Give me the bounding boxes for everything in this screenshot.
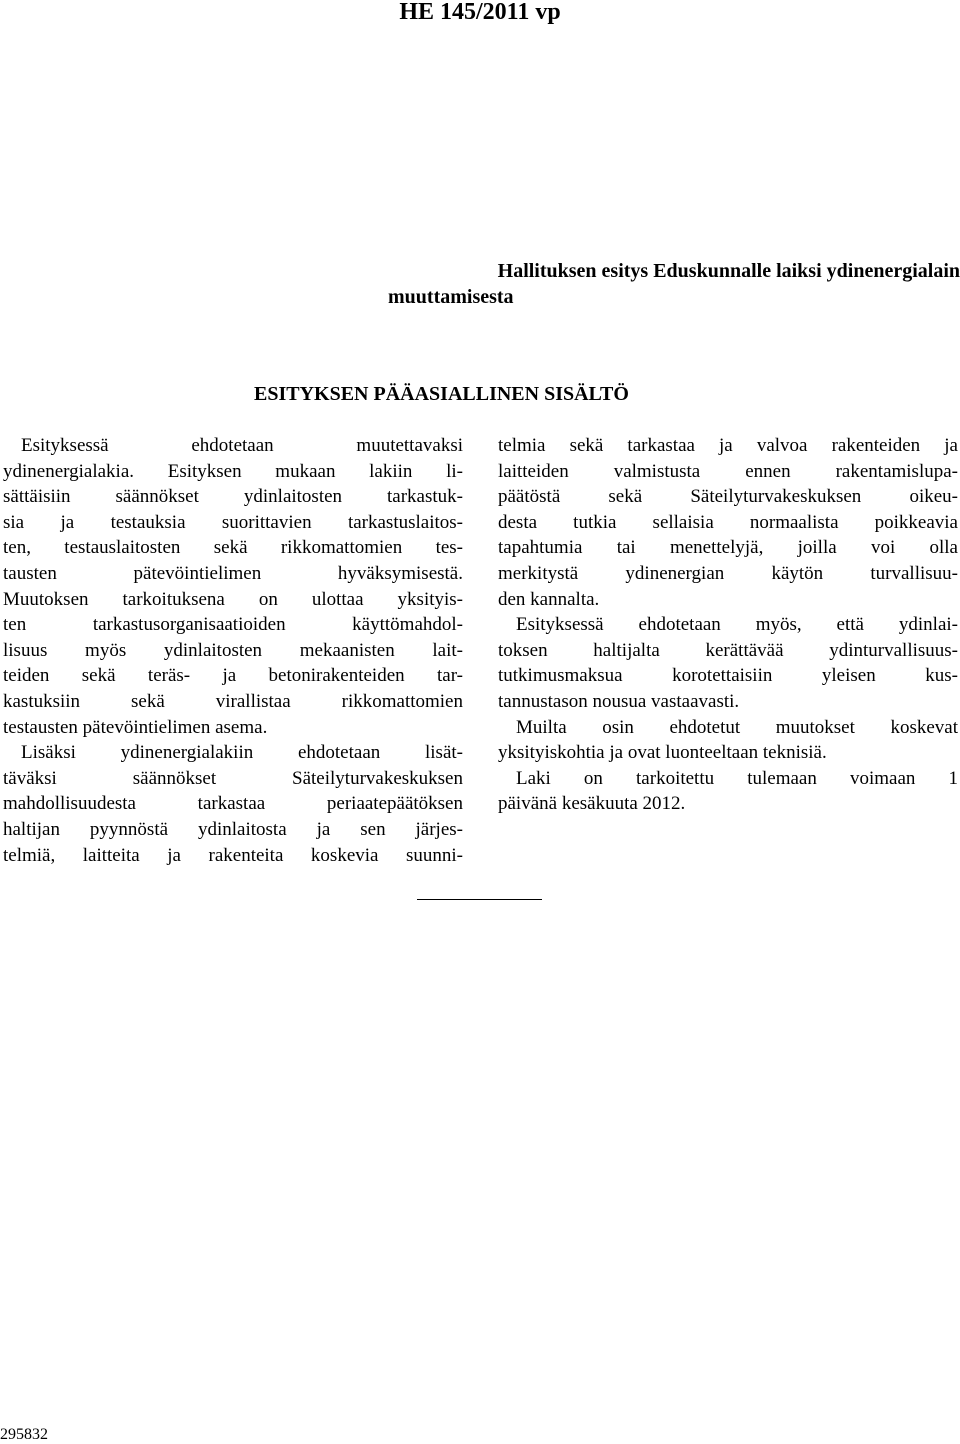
left-column (3, 433, 463, 868)
text-line: den kannalta. (498, 588, 600, 610)
text-line: ten tarkastusorganisaatioiden käyttömahdol- (3, 614, 463, 636)
text-line: Muilta osin ehdotetut muutokset koskevat (516, 716, 958, 738)
text-line: toksen haltijalta kerättävää ydinturvallisuus- (498, 639, 958, 661)
text-line: sättäisiin säännökset ydinlaitosten tarkastuk- (3, 486, 463, 508)
text-line: laitteiden valmistusta ennen rakentamislupa- (498, 460, 958, 482)
text-line: päivänä kesäkuuta 2012. (498, 793, 686, 815)
title-line-1: Hallituksen esitys Eduskunnalle laiksi ydinenergialain (497, 260, 960, 282)
text-line: Lisäksi ydinenergialakiin ehdotetaan lisät- (21, 742, 463, 764)
text-line: sia ja testauksia suorittavien tarkastuslaitos- (3, 511, 463, 533)
text-line: ten, testauslaitosten sekä rikkomattomien tes- (3, 537, 463, 559)
text-line: teiden sekä teräs- ja betonirakenteiden tar- (3, 665, 463, 687)
text-line: kastuksiin sekä virallistaa rikkomattomien (3, 690, 463, 712)
document-title (388, 258, 960, 310)
text-line: haltijan pyynnöstä ydinlaitosta ja sen järjes- (3, 818, 463, 840)
text-line: desta tutkia sellaisia normaalista poikkeavia (498, 511, 958, 533)
text-line: päätöstä sekä Säteilyturvakeskuksen oikeu- (498, 486, 958, 508)
text-line: tannustason nousua vastaavasti. (498, 690, 740, 712)
text-line: tutkimusmaksua korotettaisiin yleisen kus- (498, 665, 958, 687)
text-line: yksityiskohtia ja ovat luonteeltaan teknisiä. (498, 742, 827, 764)
text-line: mahdollisuudesta tarkastaa periaatepäätöksen (3, 793, 463, 815)
text-line: Laki on tarkoitettu tulemaan voimaan 1 (516, 767, 958, 789)
section-heading: ESITYKSEN PÄÄASIALLINEN SISÄLTÖ (254, 383, 629, 405)
title-line-2: muuttamisesta (388, 286, 514, 308)
text-line: telmiä, laitteita ja rakenteita koskevia suunni- (3, 844, 463, 866)
text-line: Muutoksen tarkoituksena on ulottaa yksityis- (3, 588, 463, 610)
document-id: HE 145/2011 vp (399, 0, 561, 25)
text-line: telmia sekä tarkastaa ja valvoa rakenteiden ja (498, 435, 958, 456)
text-line: Esityksessä ehdotetaan muutettavaksi (21, 435, 463, 456)
text-line: tapahtumia tai menettelyjä, joilla voi olla (498, 537, 958, 559)
text-line: tausten pätevöintielimen hyväksymisestä. (3, 562, 463, 584)
text-line: ydinenergialakia. Esityksen mukaan lakiin li- (3, 460, 463, 482)
text-line: merkitystä ydinenergian käytön turvallisuu- (498, 562, 958, 584)
text-line: täväksi säännökset Säteilyturvakeskuksen (3, 767, 463, 789)
separator-rule (417, 899, 542, 900)
text-line: lisuus myös ydinlaitosten mekaanisten lait- (3, 639, 463, 661)
footer-code: 295832 (0, 1426, 48, 1443)
text-line: Esityksessä ehdotetaan myös, että ydinlai- (516, 614, 958, 636)
right-column (498, 433, 958, 817)
text-line: testausten pätevöintielimen asema. (3, 716, 268, 738)
